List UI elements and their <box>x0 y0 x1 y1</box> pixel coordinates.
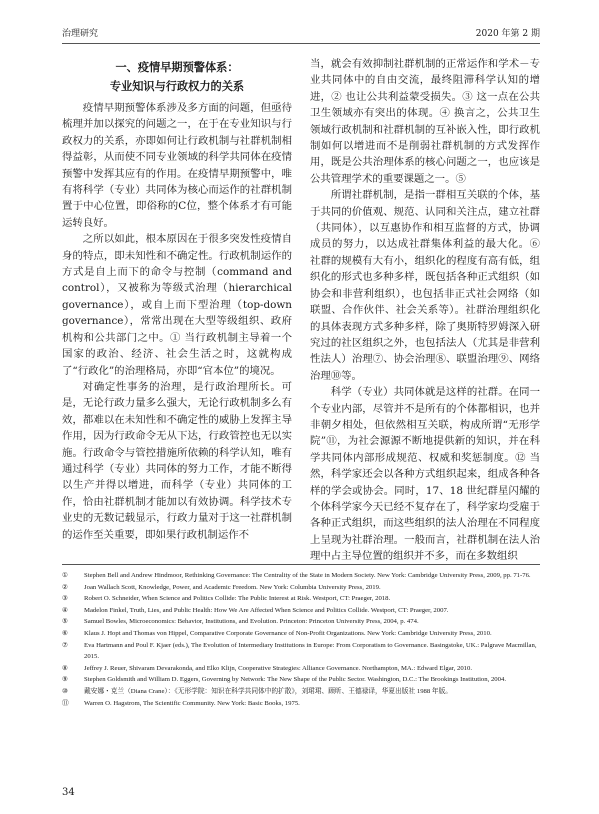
footnote <box>62 663 540 675</box>
footnote-number: ⑩ <box>62 687 68 695</box>
footnotes <box>62 570 540 709</box>
footnote <box>62 593 540 605</box>
footnote-text: Klaus J. Hopt and Thomas von Hippel, Comparative Corporate Governance of Non-Profit Organizations. New York: Cambridge University Press, 2010. <box>84 629 492 637</box>
paragraph: 所谓社群机制，是指一群相互关联的个体，基于共同的价值观、规范、认同和关注点，建立社群（共同体），以互惠协作和相互监督的方式，协调成员的努力，以达成社群集体利益的最大化。⑥ 社群的规模有大有小，组织化的程度有高有低，组织化的形式也多种多样，既包括各种正式组织（如协会和非营利组织），也包括非正式社会网络（如联盟、合作伙伴、社会关系等）。社群治理组织化的具体表现方式多种多样，除了奥斯特罗姆深入研究过的社区组织之外，也包括法人（尤其是非营利性法人）治理⑦、协会治理⑧、联盟治理⑨、网络治理⑩等。 <box>310 189 540 382</box>
issue-label: 2020 年第 2 期 <box>475 29 540 39</box>
footnote <box>62 628 540 640</box>
footnote-text: Eva Hartmann and Poul F. Kjaer (eds.), The Evolution of Intermediary Institutions in Europe: From Corporatism to Governance. Basingstoke, UK.: Palgrave Macmillan, 2015. <box>84 641 537 661</box>
footnote-number: ⑨ <box>62 676 68 684</box>
article-body <box>62 56 540 563</box>
footnote-number: ⑦ <box>62 641 68 649</box>
footnote-number: ⑤ <box>62 618 68 626</box>
footnote-text: Stephen Bell and Andrew Hindmoor, Rethinking Governance: The Centrality of the State in Modern Society. New York: Cambridge University Press, 2009, pp. 71-76. <box>84 572 531 579</box>
footnote-text: Madelon Finkel, Truth, Lies, and Public Health: How We Are Affected When Science and Politics Collide. Westport, CT: Praeger, 2007. <box>84 606 449 614</box>
footnote-number: ② <box>62 583 68 591</box>
left-column <box>62 56 292 552</box>
section-title-line1: 一、疫情早期预警体系： <box>115 61 239 74</box>
paragraph: 科学（专业）共同体就是这样的社群。在同一个专业内部，尽管并不是所有的个体都相识，也并非朝夕相处，但依然相互关联，构成所谓“无形学院”⑪，为社会源源不断地提供新的知识，并在科学共同体内部形成规范、权威和奖惩制度。⑫ 当然，科学家还会以各种方式组织起来，组成各种各样的学会或协会。同时，17、18 世纪群星闪耀的个体科学家今天已经不复存在了，科学家均受雇于各种正式组织，而这些组织的法人治理在不同程度上呈现为社群治理。一般而言，社群机制在法人治理中占主导位置的组织并不多，而在多数组织 <box>310 386 540 563</box>
footnote-text: Stephen Goldsmith and William D. Eggers, Governing by Network: The New Shape of the Public Sector. Washington, D.C.: The Brookings Institution, 2004. <box>84 676 507 684</box>
paragraph: 对确定性事务的治理，是行政治理所长。可是，无论行政力量多么强大，无论行政机制多么有效，都难以在未知性和不确定性的威胁上发挥主导作用，因为行政命令无从下达，行政管控也无以实施。行政命令与管控措施所依赖的科学认知，唯有通过科学（专业）共同体的努力工作，才能不断得以生产并得以增进，而科学（专业）共同体的工作，恰由社群机制才能加以有效协调。科学技术专业史的无数记载显示，行政力量对于这一社群机制的运作至关重要，即如果行政机制运作不 <box>62 380 292 541</box>
footnote-divider <box>62 564 540 565</box>
footnote-text: Warren O. Hagstrom, The Scientific Community. New York: Basic Books, 1975. <box>84 699 300 707</box>
paragraph: 疫情早期预警体系涉及多方面的问题，但亟待梳理并加以探究的问题之一，在于在专业知识与行政权力的关系，亦即如何让行政机制与社群机制相得益彰，从而使不同专业领域的科学共同体在疫情预警中发挥其应有的作用。在疫情早期预警中，唯有将科学（专业）共同体为核心而运作的社群机制置于中心位置，即俗称的C位，整个体系才有可能运转良好。 <box>62 102 292 229</box>
footnote <box>62 640 540 663</box>
footnote-text: Joan Wallach Scott, Knowledge, Power, and Academic Freedom. New York: Columbia University Press, 2019. <box>84 583 381 591</box>
footnote-number: ⑥ <box>62 629 68 637</box>
section-heading <box>62 58 292 96</box>
footnote-text: Robert O. Schneider, When Science and Politics Collide: The Public Interest at Risk. Westport, CT: Praeger, 2018. <box>84 595 391 603</box>
footnote <box>62 605 540 617</box>
footnote <box>62 616 540 628</box>
footnote <box>62 686 540 698</box>
right-column <box>310 56 540 563</box>
footnote-text: Jeffrey J. Reuer, Shivaram Devarakonda, and Elko Klijn, Cooperative Strategies: Alliance Governance. Northampton, MA.: Edward Elgar, 2010. <box>84 664 473 672</box>
paragraph-continued: 当，就会有效抑制社群机制的正常运作和学术－专业共同体中的自由交流，最终阻滞科学认知的增进，② 也让公共利益蒙受损失。③ 这一点在公共卫生领域亦有突出的体现。④ 换言之，公共卫生领域行政机制和社群机制的互补嵌入性，即行政机制如何以增进而不是削弱社群机制的方式发挥作用，既是公共治理体系的核心问题之一，也应该是公共管理学术的重要课题之一。⑤ <box>310 58 540 185</box>
journal-name: 治理研究 <box>62 29 99 39</box>
footnote <box>62 570 540 582</box>
page-number: 34 <box>62 787 75 798</box>
section-title-line2: 专业知识与行政权力的关系 <box>109 80 245 93</box>
footnote-number: ⑧ <box>62 664 68 672</box>
footnote <box>62 582 540 594</box>
footnote-text: 戴安娜・克兰（Diana Crane）：《无形学院：知识在科学共同体中的扩散》，刘珺珺、顾昕、王德禄译，华夏出版社 1988 年版。 <box>84 687 452 695</box>
footnote <box>62 674 540 686</box>
footnote-number: ④ <box>62 606 68 614</box>
footnote-number: ① <box>62 572 68 579</box>
footnote-number: ⑪ <box>62 699 69 707</box>
footnote-number: ③ <box>62 595 68 603</box>
running-header <box>62 26 540 44</box>
footnote <box>62 698 540 710</box>
paragraph: 之所以如此，根本原因在于很多突发性疫情自身的特点，即未知性和不确定性。行政机制运作的方式是自上而下的命令与控制（command and control），又被称为等级式治理（hierarchical governance），或自上而下型治理（top-down governance），常常出现在大型等级组织、政府机构和公共部门之中。① 当行政机制主导着一个国家的政治、经济、社会生活之时，这就构成了“行政化”的治理格局，亦即“官本位”的境况。 <box>62 233 292 377</box>
footnote-text: Samuel Bowles, Microeconomics: Behavior, Institutions, and Evolution. Princeton: Princeton University Press, 2004, p. 474. <box>84 618 419 626</box>
